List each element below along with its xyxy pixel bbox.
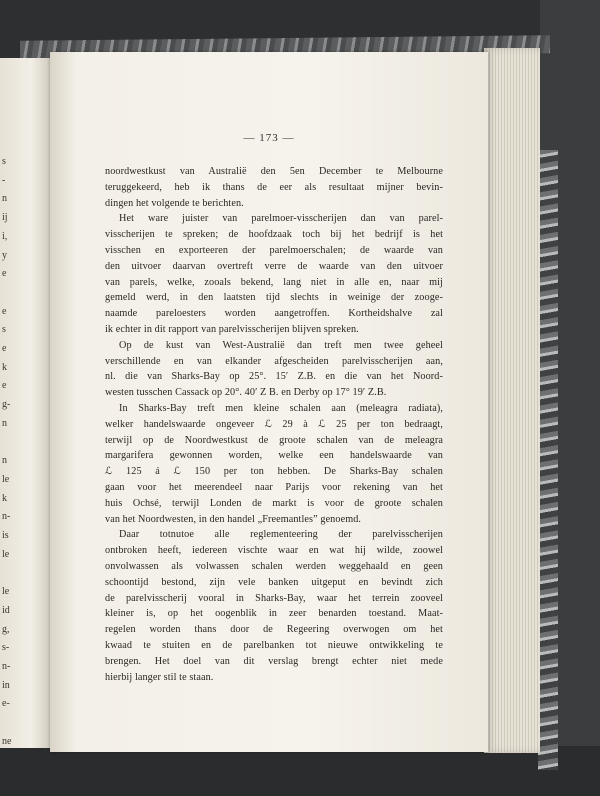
text-line: terwijl op de Noordwestkust de groote schalen van de meleagra [105, 434, 443, 446]
left-page-fragment: in [2, 679, 10, 691]
text-line: den uitvoer daarvan overtreft verre de waarde van den uitvoer [105, 260, 443, 272]
text-line: brengen. Het doel van dit verslag brengt echter niet mede [105, 655, 443, 667]
text-line: westen tusschen Cassack op 20°. 40′ Z B. en Derby op 17° 19′ Z.B. [105, 387, 387, 399]
left-page-fragment [2, 714, 42, 733]
left-page-fragment: s [2, 156, 6, 167]
left-page-edge [0, 58, 52, 748]
left-page-fragment [2, 434, 42, 453]
left-page-fragment [2, 284, 42, 303]
text-line: welker handelswaarde ongeveer ℒ 29 à ℒ 25 per ton bedraagt, [105, 418, 443, 430]
text-line: gaan voor het meerendeel naar Parijs voor rekening van het [105, 481, 443, 493]
text-line: noordwestkust van Australië den 5en December te Melbourne [105, 166, 443, 177]
left-page-fragment: ne [2, 735, 12, 747]
left-page-fragment [2, 564, 42, 583]
left-page-fragment: - [2, 174, 6, 186]
left-page-fragment: g, [2, 623, 10, 635]
text-line: onvolwassen als volwassen schalen werden weggehaald en geen [105, 560, 443, 572]
left-page-fragment: g- [2, 399, 11, 411]
left-page-fragment: e- [2, 698, 10, 710]
text-line: van parels, welke, zooals bekend, lang niet in alle en, naar mij [105, 276, 443, 288]
text-line: naamde pareloesters worden aangetroffen. Kortheidshalve zal [105, 308, 443, 320]
text-line: visschen en exporteeren der parelmoerschalen; de waarde van [105, 244, 443, 256]
page-number: — 173 — [243, 132, 295, 144]
text-line: visscherijen te spreken; de hoofdzaak toch bij het bedrijf is het [105, 229, 443, 241]
left-page-fragment: k [2, 492, 7, 504]
left-page-fragment: n [2, 193, 7, 205]
left-page-fragment: le [2, 586, 10, 598]
dark-backdrop-bottom [0, 746, 600, 796]
text-line: kwaad te stuiten en de parelbanken tot nieuwe ontwikkeling te [105, 639, 443, 651]
text-line: gemeld werd, in den laatsten tijd slechts in weinige der zooge- [105, 292, 443, 304]
text-line: de parelvisscherij vooral in Sharks-Bay, waar het terrein zooveel [105, 592, 443, 604]
left-page-fragment: e [2, 305, 7, 317]
left-page-fragment: le [2, 548, 10, 560]
left-page-fragment: e [2, 268, 7, 280]
left-page-fragment: i, [2, 230, 8, 242]
text-line: schoontijd bestond, zijn vele banken uitgeput en bevindt zich [105, 576, 443, 588]
text-line: In Sharks-Bay treft men kleine schalen aan (meleagra radiata), [119, 402, 443, 414]
text-line: Op de kust van West-Australië dan treft men twee geheel [119, 339, 443, 351]
left-page-fragment: n- [2, 511, 11, 523]
left-page-fragment: n- [2, 660, 11, 672]
page-block-edges [484, 48, 540, 753]
text-line: kleiner is, op het oogenblik in zeer benarden toestand. Maat- [105, 608, 443, 620]
text-line: margarifera gewonnen worden, welke een handelswaarde van [105, 450, 443, 462]
left-page-fragment: is [2, 530, 9, 542]
text-line: teruggekeerd, heb ik thans de eer als resultaat mijner bevin- [105, 181, 443, 193]
text-line: dingen het volgende te berichten. [105, 197, 244, 209]
left-page-text-fragments [2, 153, 42, 752]
left-page-fragment: id [2, 604, 10, 616]
left-page-fragment: y [2, 249, 7, 261]
left-page-fragment: n [2, 417, 7, 429]
text-line: ℒ 125 á ℒ 150 per ton hebben. De Sharks-Bay schalen [105, 466, 443, 478]
right-page [50, 52, 488, 752]
text-line: verschillende en van elkander afgescheiden parelvisscherijen aan, [105, 355, 443, 367]
left-page-fragment: le [2, 473, 10, 485]
page-body-text [105, 164, 443, 685]
left-page-fragment: n [2, 455, 7, 467]
text-line: ik echter in dit rapport van parelvisscherijen blijven spreken. [105, 323, 359, 335]
left-page-fragment: ij [2, 212, 8, 224]
marbled-cover-right-edge [538, 150, 558, 770]
text-line: nl. die van Sharks-Bay op 25°. 15′ Z.B. en die van het Noord- [105, 371, 443, 383]
left-page-fragment: s- [2, 642, 10, 654]
left-page-fragment: e [2, 380, 7, 392]
left-page-fragment: s [2, 324, 6, 336]
text-line: regelen worden thans door de Regeering overwogen om het [105, 624, 443, 636]
text-line: ontbroken heeft, iedereen vischte waar en wat hij wilde, zoowel [105, 545, 443, 557]
left-page-fragment: k [2, 361, 7, 373]
text-line: Het ware juister van parelmoer-visscherijen dan van parel- [119, 213, 443, 225]
text-line: Daar totnutoe alle reglementeering der parelvisscherijen [119, 529, 443, 541]
text-line: hierbij langer stil te staan. [105, 671, 214, 683]
text-line: van het Noordwesten, in den handel „Freemantles” genoemd. [105, 513, 362, 525]
left-page-fragment: e [2, 343, 7, 355]
text-line: huis Ochsé, terwijl Londen de markt is voor de groote schalen [105, 497, 443, 509]
